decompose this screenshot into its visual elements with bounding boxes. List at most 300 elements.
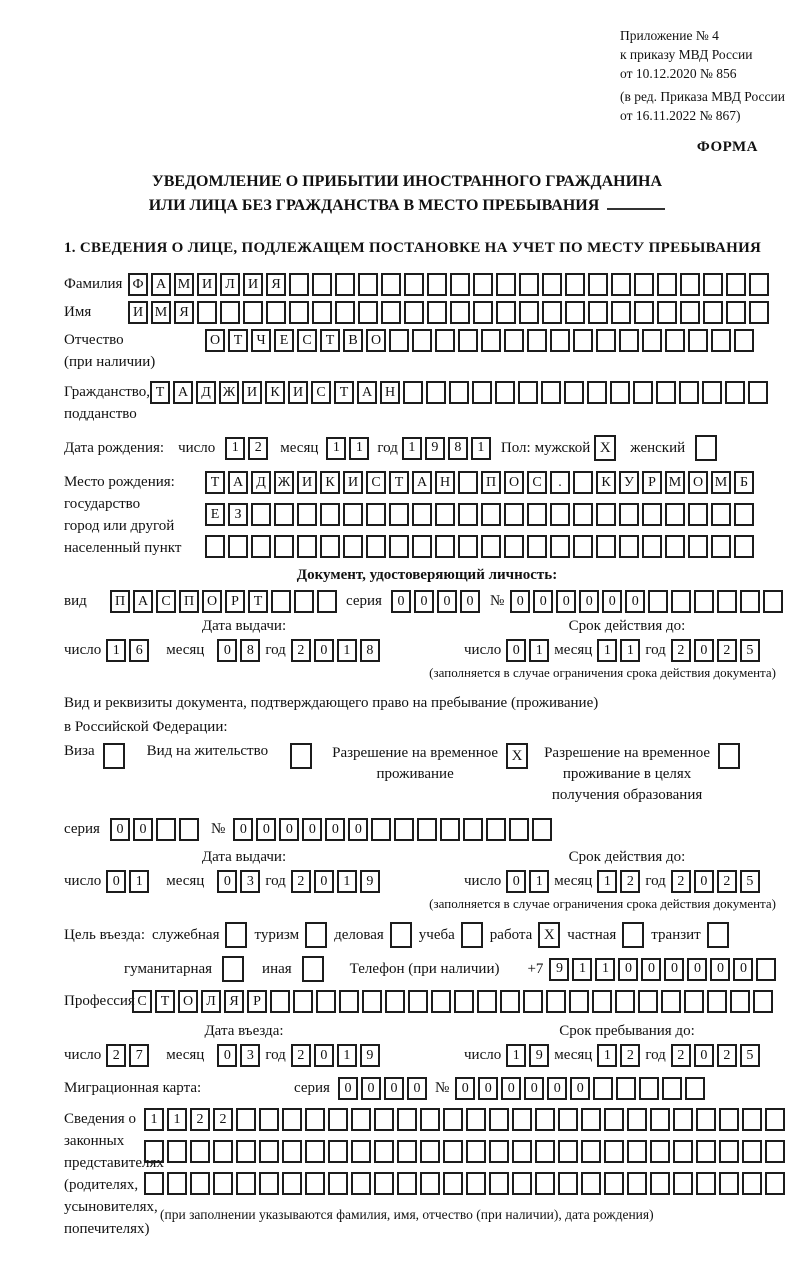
- char-cell[interactable]: [657, 273, 677, 296]
- char-cell[interactable]: С: [311, 381, 331, 404]
- char-cell[interactable]: [297, 535, 317, 558]
- char-cell[interactable]: [328, 1172, 348, 1195]
- char-cell[interactable]: [765, 1108, 785, 1131]
- char-cell[interactable]: [282, 1140, 302, 1163]
- char-cell[interactable]: 1: [129, 870, 149, 893]
- char-cell[interactable]: К: [265, 381, 285, 404]
- char-cell[interactable]: [535, 1140, 555, 1163]
- char-cell[interactable]: [680, 273, 700, 296]
- char-cell[interactable]: [665, 535, 685, 558]
- char-cell[interactable]: П: [481, 471, 501, 494]
- char-cell[interactable]: [642, 329, 662, 352]
- char-cell[interactable]: Я: [266, 273, 286, 296]
- purpose-study-checkbox[interactable]: [461, 922, 483, 948]
- doc-issue-day-cells[interactable]: [106, 639, 149, 662]
- char-cell[interactable]: С: [527, 471, 547, 494]
- char-cell[interactable]: [317, 590, 337, 613]
- char-cell[interactable]: [558, 1140, 578, 1163]
- char-cell[interactable]: Р: [642, 471, 662, 494]
- char-cell[interactable]: [236, 1140, 256, 1163]
- char-cell[interactable]: [694, 590, 714, 613]
- char-cell[interactable]: [489, 1140, 509, 1163]
- birthplace-cells-row2[interactable]: [205, 503, 754, 526]
- char-cell[interactable]: [427, 273, 447, 296]
- char-cell[interactable]: М: [174, 273, 194, 296]
- char-cell[interactable]: [259, 1108, 279, 1131]
- char-cell[interactable]: [673, 1172, 693, 1195]
- char-cell[interactable]: 0: [687, 958, 707, 981]
- char-cell[interactable]: [486, 818, 506, 841]
- char-cell[interactable]: 0: [510, 590, 530, 613]
- char-cell[interactable]: [512, 1140, 532, 1163]
- char-cell[interactable]: А: [357, 381, 377, 404]
- char-cell[interactable]: [748, 381, 768, 404]
- birthplace-cells-row3[interactable]: [205, 535, 754, 558]
- char-cell[interactable]: [394, 818, 414, 841]
- char-cell[interactable]: [179, 818, 199, 841]
- char-cell[interactable]: С: [156, 590, 176, 613]
- migration-number-cells[interactable]: [455, 1077, 705, 1100]
- char-cell[interactable]: [290, 743, 312, 769]
- char-cell[interactable]: Б: [734, 471, 754, 494]
- char-cell[interactable]: Т: [155, 990, 175, 1013]
- char-cell[interactable]: [719, 1108, 739, 1131]
- char-cell[interactable]: 2: [291, 639, 311, 662]
- char-cell[interactable]: [443, 1140, 463, 1163]
- char-cell[interactable]: 0: [302, 818, 322, 841]
- char-cell[interactable]: [270, 990, 290, 1013]
- char-cell[interactable]: [156, 818, 176, 841]
- char-cell[interactable]: [205, 535, 225, 558]
- char-cell[interactable]: [573, 329, 593, 352]
- char-cell[interactable]: [596, 329, 616, 352]
- char-cell[interactable]: 9: [425, 437, 445, 460]
- char-cell[interactable]: [504, 535, 524, 558]
- char-cell[interactable]: Л: [220, 273, 240, 296]
- char-cell[interactable]: [550, 329, 570, 352]
- char-cell[interactable]: [648, 590, 668, 613]
- char-cell[interactable]: Е: [274, 329, 294, 352]
- char-cell[interactable]: [289, 301, 309, 324]
- char-cell[interactable]: 1: [337, 639, 357, 662]
- char-cell[interactable]: [320, 503, 340, 526]
- char-cell[interactable]: [565, 273, 585, 296]
- char-cell[interactable]: [443, 1172, 463, 1195]
- char-cell[interactable]: [420, 1172, 440, 1195]
- char-cell[interactable]: [703, 301, 723, 324]
- char-cell[interactable]: 0: [314, 870, 334, 893]
- char-cell[interactable]: 0: [407, 1077, 427, 1100]
- char-cell[interactable]: [542, 301, 562, 324]
- char-cell[interactable]: 2: [106, 1044, 126, 1067]
- char-cell[interactable]: Л: [201, 990, 221, 1013]
- char-cell[interactable]: [711, 503, 731, 526]
- char-cell[interactable]: 0: [570, 1077, 590, 1100]
- representatives-cells-row3[interactable]: [144, 1172, 785, 1195]
- birth-year-cells[interactable]: [402, 437, 491, 460]
- char-cell[interactable]: [496, 273, 516, 296]
- char-cell[interactable]: [596, 535, 616, 558]
- char-cell[interactable]: [638, 990, 658, 1013]
- char-cell[interactable]: [225, 922, 247, 948]
- patronymic-cells[interactable]: [205, 329, 754, 352]
- char-cell[interactable]: М: [711, 471, 731, 494]
- char-cell[interactable]: [190, 1140, 210, 1163]
- char-cell[interactable]: 1: [337, 870, 357, 893]
- char-cell[interactable]: [656, 381, 676, 404]
- char-cell[interactable]: [702, 381, 722, 404]
- char-cell[interactable]: 8: [240, 639, 260, 662]
- char-cell[interactable]: [696, 1108, 716, 1131]
- char-cell[interactable]: [742, 1172, 762, 1195]
- citizenship-cells[interactable]: [150, 381, 768, 404]
- char-cell[interactable]: [495, 381, 515, 404]
- char-cell[interactable]: 0: [217, 639, 237, 662]
- char-cell[interactable]: [222, 956, 244, 982]
- entry-month-cells[interactable]: [217, 1044, 260, 1067]
- char-cell[interactable]: 0: [455, 1077, 475, 1100]
- char-cell[interactable]: 0: [602, 590, 622, 613]
- char-cell[interactable]: [688, 535, 708, 558]
- char-cell[interactable]: [463, 818, 483, 841]
- char-cell[interactable]: 0: [733, 958, 753, 981]
- char-cell[interactable]: С: [297, 329, 317, 352]
- char-cell[interactable]: 0: [133, 818, 153, 841]
- char-cell[interactable]: И: [343, 471, 363, 494]
- char-cell[interactable]: [274, 535, 294, 558]
- purpose-business-checkbox[interactable]: [225, 922, 247, 948]
- char-cell[interactable]: [717, 590, 737, 613]
- char-cell[interactable]: Н: [435, 471, 455, 494]
- char-cell[interactable]: [305, 922, 327, 948]
- permit-issue-year-cells[interactable]: [291, 870, 380, 893]
- char-cell[interactable]: [316, 990, 336, 1013]
- char-cell[interactable]: 0: [533, 590, 553, 613]
- char-cell[interactable]: [573, 535, 593, 558]
- char-cell[interactable]: 0: [437, 590, 457, 613]
- char-cell[interactable]: 2: [671, 870, 691, 893]
- char-cell[interactable]: [496, 301, 516, 324]
- char-cell[interactable]: Н: [380, 381, 400, 404]
- char-cell[interactable]: 2: [291, 870, 311, 893]
- char-cell[interactable]: [671, 590, 691, 613]
- char-cell[interactable]: 0: [694, 639, 714, 662]
- char-cell[interactable]: [740, 590, 760, 613]
- char-cell[interactable]: [489, 1172, 509, 1195]
- char-cell[interactable]: И: [288, 381, 308, 404]
- char-cell[interactable]: У: [619, 471, 639, 494]
- char-cell[interactable]: [742, 1108, 762, 1131]
- char-cell[interactable]: [642, 535, 662, 558]
- char-cell[interactable]: [358, 301, 378, 324]
- char-cell[interactable]: [616, 1077, 636, 1100]
- char-cell[interactable]: 1: [106, 639, 126, 662]
- char-cell[interactable]: Т: [389, 471, 409, 494]
- char-cell[interactable]: [397, 1140, 417, 1163]
- char-cell[interactable]: [389, 329, 409, 352]
- doc-number-cells[interactable]: [510, 590, 783, 613]
- doc-kind-cells[interactable]: [110, 590, 337, 613]
- char-cell[interactable]: [596, 503, 616, 526]
- char-cell[interactable]: [588, 301, 608, 324]
- char-cell[interactable]: [144, 1172, 164, 1195]
- char-cell[interactable]: 1: [529, 870, 549, 893]
- char-cell[interactable]: [427, 301, 447, 324]
- char-cell[interactable]: Ч: [251, 329, 271, 352]
- char-cell[interactable]: О: [366, 329, 386, 352]
- char-cell[interactable]: [312, 301, 332, 324]
- char-cell[interactable]: [335, 273, 355, 296]
- char-cell[interactable]: О: [202, 590, 222, 613]
- char-cell[interactable]: [259, 1172, 279, 1195]
- visa-checkbox[interactable]: [103, 743, 125, 769]
- char-cell[interactable]: 0: [361, 1077, 381, 1100]
- char-cell[interactable]: 5: [740, 870, 760, 893]
- char-cell[interactable]: [662, 1077, 682, 1100]
- char-cell[interactable]: 0: [556, 590, 576, 613]
- char-cell[interactable]: 1: [597, 870, 617, 893]
- char-cell[interactable]: П: [179, 590, 199, 613]
- char-cell[interactable]: 0: [579, 590, 599, 613]
- char-cell[interactable]: [679, 381, 699, 404]
- char-cell[interactable]: 2: [717, 639, 737, 662]
- char-cell[interactable]: 0: [524, 1077, 544, 1100]
- sex-female-checkbox[interactable]: [695, 435, 717, 461]
- char-cell[interactable]: [633, 381, 653, 404]
- char-cell[interactable]: 0: [391, 590, 411, 613]
- char-cell[interactable]: [546, 990, 566, 1013]
- char-cell[interactable]: [734, 329, 754, 352]
- doc-issue-year-cells[interactable]: [291, 639, 380, 662]
- char-cell[interactable]: О: [178, 990, 198, 1013]
- purpose-transit-checkbox[interactable]: [707, 922, 729, 948]
- char-cell[interactable]: 0: [348, 818, 368, 841]
- char-cell[interactable]: 1: [620, 639, 640, 662]
- char-cell[interactable]: 1: [597, 1044, 617, 1067]
- char-cell[interactable]: [639, 1077, 659, 1100]
- char-cell[interactable]: [604, 1108, 624, 1131]
- char-cell[interactable]: Т: [205, 471, 225, 494]
- char-cell[interactable]: 0: [641, 958, 661, 981]
- char-cell[interactable]: А: [173, 381, 193, 404]
- char-cell[interactable]: 0: [256, 818, 276, 841]
- char-cell[interactable]: [197, 301, 217, 324]
- doc-series-cells[interactable]: [391, 590, 480, 613]
- char-cell[interactable]: 0: [233, 818, 253, 841]
- char-cell[interactable]: [627, 1140, 647, 1163]
- char-cell[interactable]: [627, 1172, 647, 1195]
- char-cell[interactable]: 0: [325, 818, 345, 841]
- char-cell[interactable]: [610, 381, 630, 404]
- char-cell[interactable]: [358, 273, 378, 296]
- temp-residence-edu-checkbox[interactable]: [718, 743, 740, 769]
- char-cell[interactable]: [688, 503, 708, 526]
- char-cell[interactable]: [749, 273, 769, 296]
- char-cell[interactable]: [535, 1172, 555, 1195]
- char-cell[interactable]: 2: [190, 1108, 210, 1131]
- char-cell[interactable]: 1: [225, 437, 245, 460]
- char-cell[interactable]: [489, 1108, 509, 1131]
- doc-issue-month-cells[interactable]: [217, 639, 260, 662]
- char-cell[interactable]: Р: [225, 590, 245, 613]
- char-cell[interactable]: [426, 381, 446, 404]
- char-cell[interactable]: [236, 1108, 256, 1131]
- char-cell[interactable]: [622, 922, 644, 948]
- char-cell[interactable]: Я: [174, 301, 194, 324]
- char-cell[interactable]: 0: [694, 1044, 714, 1067]
- char-cell[interactable]: [593, 1077, 613, 1100]
- purpose-work-checkbox[interactable]: [538, 922, 560, 948]
- char-cell[interactable]: [477, 990, 497, 1013]
- char-cell[interactable]: [680, 301, 700, 324]
- char-cell[interactable]: [449, 381, 469, 404]
- char-cell[interactable]: [190, 1172, 210, 1195]
- char-cell[interactable]: [695, 435, 717, 461]
- char-cell[interactable]: [412, 535, 432, 558]
- char-cell[interactable]: 1: [597, 639, 617, 662]
- char-cell[interactable]: [619, 535, 639, 558]
- char-cell[interactable]: 0: [217, 870, 237, 893]
- char-cell[interactable]: [604, 1140, 624, 1163]
- char-cell[interactable]: [500, 990, 520, 1013]
- doc-expiry-month-cells[interactable]: [597, 639, 640, 662]
- char-cell[interactable]: [726, 301, 746, 324]
- char-cell[interactable]: 0: [664, 958, 684, 981]
- char-cell[interactable]: О: [504, 471, 524, 494]
- phone-cells[interactable]: [549, 958, 776, 981]
- char-cell[interactable]: [650, 1140, 670, 1163]
- char-cell[interactable]: Т: [150, 381, 170, 404]
- char-cell[interactable]: [167, 1172, 187, 1195]
- char-cell[interactable]: [431, 990, 451, 1013]
- permit-issue-day-cells[interactable]: [106, 870, 149, 893]
- char-cell[interactable]: [282, 1108, 302, 1131]
- char-cell[interactable]: X: [506, 743, 528, 769]
- char-cell[interactable]: [381, 301, 401, 324]
- char-cell[interactable]: 0: [279, 818, 299, 841]
- char-cell[interactable]: [440, 818, 460, 841]
- char-cell[interactable]: [450, 301, 470, 324]
- char-cell[interactable]: 5: [740, 639, 760, 662]
- char-cell[interactable]: Т: [228, 329, 248, 352]
- char-cell[interactable]: М: [151, 301, 171, 324]
- char-cell[interactable]: 2: [717, 870, 737, 893]
- char-cell[interactable]: [343, 503, 363, 526]
- char-cell[interactable]: [541, 381, 561, 404]
- char-cell[interactable]: [472, 381, 492, 404]
- char-cell[interactable]: [581, 1172, 601, 1195]
- char-cell[interactable]: И: [128, 301, 148, 324]
- char-cell[interactable]: М: [665, 471, 685, 494]
- permit-expiry-day-cells[interactable]: [506, 870, 549, 893]
- char-cell[interactable]: 2: [248, 437, 268, 460]
- char-cell[interactable]: [634, 301, 654, 324]
- char-cell[interactable]: 0: [414, 590, 434, 613]
- char-cell[interactable]: [711, 535, 731, 558]
- entry-year-cells[interactable]: [291, 1044, 380, 1067]
- char-cell[interactable]: [707, 990, 727, 1013]
- char-cell[interactable]: [650, 1108, 670, 1131]
- char-cell[interactable]: 2: [717, 1044, 737, 1067]
- char-cell[interactable]: [335, 301, 355, 324]
- char-cell[interactable]: [611, 273, 631, 296]
- stay-day-cells[interactable]: [506, 1044, 549, 1067]
- char-cell[interactable]: [374, 1108, 394, 1131]
- surname-cells[interactable]: [128, 273, 769, 296]
- char-cell[interactable]: 9: [549, 958, 569, 981]
- char-cell[interactable]: [454, 990, 474, 1013]
- char-cell[interactable]: [481, 503, 501, 526]
- char-cell[interactable]: Я: [224, 990, 244, 1013]
- char-cell[interactable]: 1: [506, 1044, 526, 1067]
- char-cell[interactable]: 1: [471, 437, 491, 460]
- char-cell[interactable]: [581, 1108, 601, 1131]
- char-cell[interactable]: [366, 535, 386, 558]
- char-cell[interactable]: [385, 990, 405, 1013]
- char-cell[interactable]: [458, 535, 478, 558]
- char-cell[interactable]: [271, 590, 291, 613]
- char-cell[interactable]: [696, 1172, 716, 1195]
- char-cell[interactable]: [730, 990, 750, 1013]
- char-cell[interactable]: [661, 990, 681, 1013]
- permit-series-cells[interactable]: [110, 818, 199, 841]
- char-cell[interactable]: [684, 990, 704, 1013]
- char-cell[interactable]: [297, 503, 317, 526]
- char-cell[interactable]: [565, 301, 585, 324]
- char-cell[interactable]: И: [197, 273, 217, 296]
- char-cell[interactable]: С: [366, 471, 386, 494]
- char-cell[interactable]: [339, 990, 359, 1013]
- purpose-tourism-checkbox[interactable]: [305, 922, 327, 948]
- char-cell[interactable]: 2: [213, 1108, 233, 1131]
- char-cell[interactable]: 1: [167, 1108, 187, 1131]
- char-cell[interactable]: [688, 329, 708, 352]
- char-cell[interactable]: [734, 535, 754, 558]
- purpose-other-checkbox[interactable]: [302, 956, 324, 982]
- char-cell[interactable]: [765, 1172, 785, 1195]
- purpose-commercial-checkbox[interactable]: [390, 922, 412, 948]
- char-cell[interactable]: К: [320, 471, 340, 494]
- char-cell[interactable]: Е: [205, 503, 225, 526]
- char-cell[interactable]: [103, 743, 125, 769]
- char-cell[interactable]: [615, 990, 635, 1013]
- char-cell[interactable]: В: [343, 329, 363, 352]
- char-cell[interactable]: 0: [460, 590, 480, 613]
- char-cell[interactable]: 9: [360, 870, 380, 893]
- char-cell[interactable]: [719, 1140, 739, 1163]
- char-cell[interactable]: [665, 329, 685, 352]
- birthplace-cells-row1[interactable]: [205, 471, 754, 494]
- char-cell[interactable]: А: [412, 471, 432, 494]
- char-cell[interactable]: 2: [291, 1044, 311, 1067]
- char-cell[interactable]: О: [205, 329, 225, 352]
- char-cell[interactable]: 0: [314, 639, 334, 662]
- temp-residence-checkbox[interactable]: [506, 743, 528, 769]
- char-cell[interactable]: Т: [334, 381, 354, 404]
- char-cell[interactable]: [374, 1140, 394, 1163]
- char-cell[interactable]: [259, 1140, 279, 1163]
- char-cell[interactable]: [504, 329, 524, 352]
- birth-month-cells[interactable]: [326, 437, 369, 460]
- char-cell[interactable]: [397, 1108, 417, 1131]
- char-cell[interactable]: [389, 535, 409, 558]
- stay-year-cells[interactable]: [671, 1044, 760, 1067]
- char-cell[interactable]: 1: [402, 437, 422, 460]
- char-cell[interactable]: X: [538, 922, 560, 948]
- char-cell[interactable]: [305, 1108, 325, 1131]
- char-cell[interactable]: [328, 1108, 348, 1131]
- char-cell[interactable]: [642, 503, 662, 526]
